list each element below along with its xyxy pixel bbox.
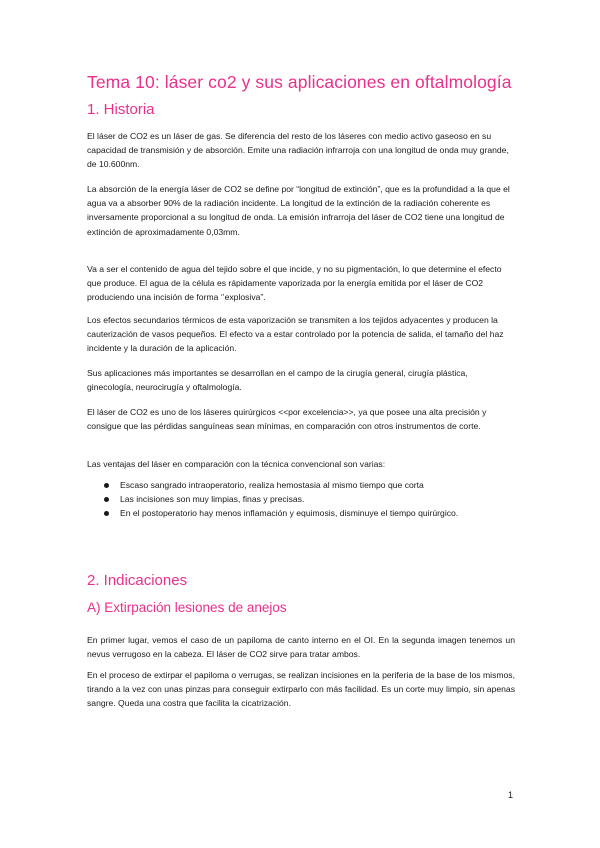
advantages-list [87,478,515,521]
paragraph: En primer lugar, vemos el caso de un papiloma de canto interno en el OI. En la segunda imagen tenemos un nevus verrugoso en la cabeza. El láser de CO2 sirve para tratar ambos. [87,635,515,660]
document-title: Tema 10: láser co2 y sus aplicaciones en oftalmología [87,72,512,92]
paragraph: Los efectos secundarios térmicos de esta vaporización se transmiten a los tejidos adyacentes y producen la cauterización de vasos pequeños. El efecto va a estar controlado por la potencia de salida, el tamaño del haz incidente y la duración de la aplicación. [87,315,504,354]
paragraph: Sus aplicaciones más importantes se desarrollan en el campo de la cirugía general, cirugía plástica, ginecología, neurocirugía y oftalmología. [87,368,468,393]
paragraph: El láser de CO2 es un láser de gas. Se diferencia del resto de los láseres con medio activo gaseoso en su capacidad de transmisión y de absorción. Emite una radiación infrarroja con una longitud de onda muy grande, de 10.600nm. [87,131,509,170]
bullet-icon [104,483,109,488]
page-number: 1 [508,790,514,800]
section-heading-indicaciones: 2. Indicaciones [87,572,188,589]
paragraph: El láser de CO2 es uno de los láseres quirúrgicos <<por excelencia>>, ya que posee una alta precisión y consigue que las pérdidas sanguíneas sean mínimas, en comparación con otros instrumentos de corte. [87,407,487,432]
list-item: Las incisiones son muy limpias, finas y precisas. [87,492,515,506]
bullet-icon [104,511,109,516]
paragraph: Va a ser el contenido de agua del tejido sobre el que incide, y no su pigmentación, lo que determine el efecto que produce. El agua de la célula es rápidamente vaporizada por la energía emitida por el láser de CO2 produciendo una incisión de forma ‘’explosiva”. [87,264,502,303]
subsection-heading: A) Extirpación lesiones de anejos [87,600,287,615]
bullet-icon [104,497,109,502]
list-item: Escaso sangrado intraoperatorio, realiza hemostasia al mismo tiempo que corta [87,478,515,492]
list-item: En el postoperatorio hay menos inflamación y equimosis, disminuye el tiempo quirúrgico. [87,506,515,520]
section-heading-historia: 1. Historia [87,101,155,118]
paragraph: Las ventajas del láser en comparación con la técnica convencional son varias: [87,459,386,469]
paragraph: En el proceso de extirpar el papiloma o verrugas, se realizan incisiones en la periferia de la base de los mismos, tirando a la vez con unas pinzas para conseguir extirparlo con más facilidad. Es un corte muy limpio, sin apenas sangre. Queda una costra que facilita la cicatrización. [87,670,515,709]
paragraph: La absorción de la energía láser de CO2 se define por “longitud de extinción”, que es la profundidad a la que el agua va a absorber 90% de la radiación incidente. La longitud de la extinción de la radiación coherente es inversamente proporcional a su longitud de onda. La emisión infrarroja del láser de CO2 tiene una longitud de extinción de aproximadamente 0,03mm. [87,184,510,237]
